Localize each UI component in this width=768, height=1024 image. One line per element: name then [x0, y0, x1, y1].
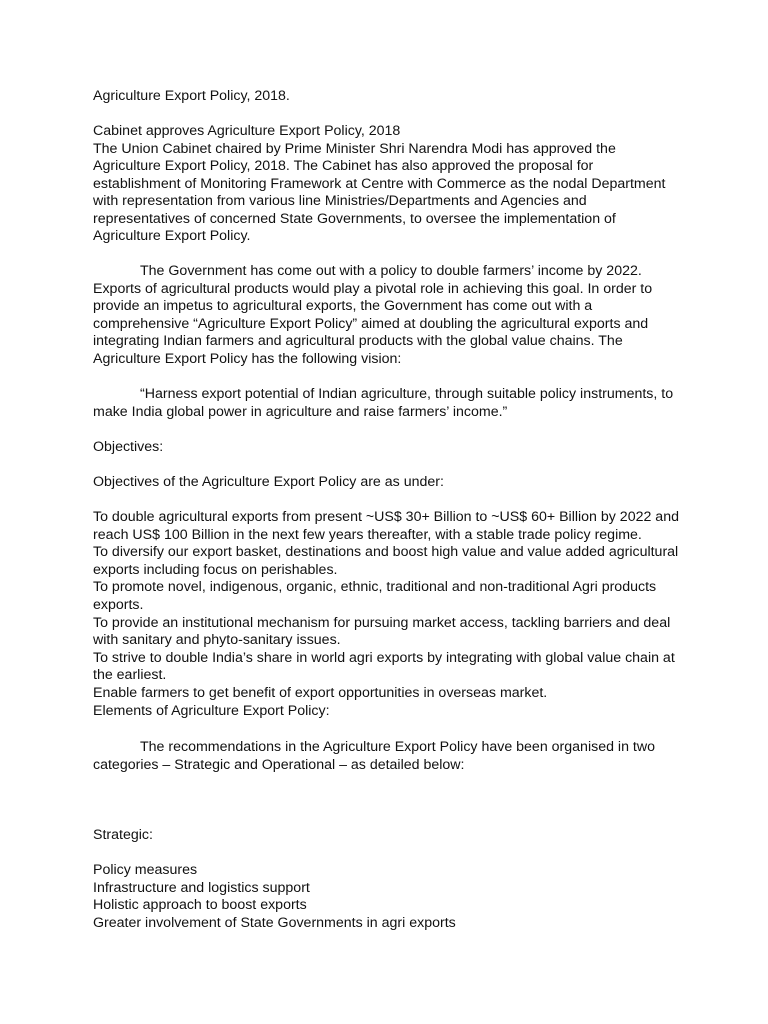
objective-item: To diversify our export basket, destinations and boost high value and value added agricultural exports including focus on perishables. — [93, 544, 679, 578]
cabinet-paragraph: The Union Cabinet chaired by Prime Minister Shri Narendra Modi has approved the Agriculture Export Policy, 2018. The Cabinet has also approved the proposal for establishment of Monitoring Framework at Centre with Commerce as the nodal Department with representation from various line Ministries/Departments and Agencies and representatives of concerned State Governments, to oversee the implementation of Agriculture Export Policy. — [93, 140, 666, 245]
strategic-item: Infrastructure and logistics support — [93, 879, 310, 896]
objective-item: Enable farmers to get benefit of export opportunities in overseas market. — [93, 684, 548, 701]
recommendations-paragraph: The recommendations in the Agriculture Export Policy have been organised in two categories – Strategic and Operational – as detailed below: — [93, 739, 655, 773]
objectives-heading: Objectives: — [93, 439, 164, 455]
strategic-list — [93, 862, 683, 932]
elements-heading: Elements of Agriculture Export Policy: — [93, 702, 330, 719]
objective-item: To double agricultural exports from present ~US$ 30+ Billion to ~US$ 60+ Billion by 2022 and reach US$ 100 Billion in the next few years thereafter, with a stable trade policy regime. — [93, 509, 679, 543]
cabinet-heading: Cabinet approves Agriculture Export Policy, 2018 — [93, 123, 401, 139]
objectives-intro: Objectives of the Agriculture Export Policy are as under: — [93, 474, 444, 490]
vision-quote: “Harness export potential of Indian agriculture, through suitable policy instruments, to make India global power in agriculture and raise farmers’ income.” — [93, 386, 674, 420]
strategic-item: Policy measures — [93, 862, 198, 878]
objective-item: To promote novel, indigenous, organic, ethnic, traditional and non-traditional Agri products exports. — [93, 579, 657, 613]
objective-item: To provide an institutional mechanism for pursuing market access, tackling barriers and deal with sanitary and phyto-sanitary issues. — [93, 614, 671, 649]
strategic-item: Holistic approach to boost exports — [93, 897, 307, 914]
objectives-list — [93, 509, 683, 720]
government-paragraph: The Government has come out with a policy to double farmers’ income by 2022. Exports of agricultural products would play a pivotal role in achieving this goal. In order to provide an impetus to agricultural exports, the Government has come out with a comprehensive “Agriculture Export Policy” aimed at doubling the agricultural exports and integrating Indian farmers and agricultural products with the global value chains. The Agriculture Export Policy has the following vision: — [93, 263, 653, 367]
strategic-item: Greater involvement of State Governments in agri exports — [93, 914, 456, 931]
objective-item: To strive to double India’s share in world agri exports by integrating with global value chain at the earliest. — [93, 649, 675, 684]
document-title: Agriculture Export Policy, 2018. — [93, 88, 290, 104]
strategic-heading: Strategic: — [93, 827, 153, 843]
